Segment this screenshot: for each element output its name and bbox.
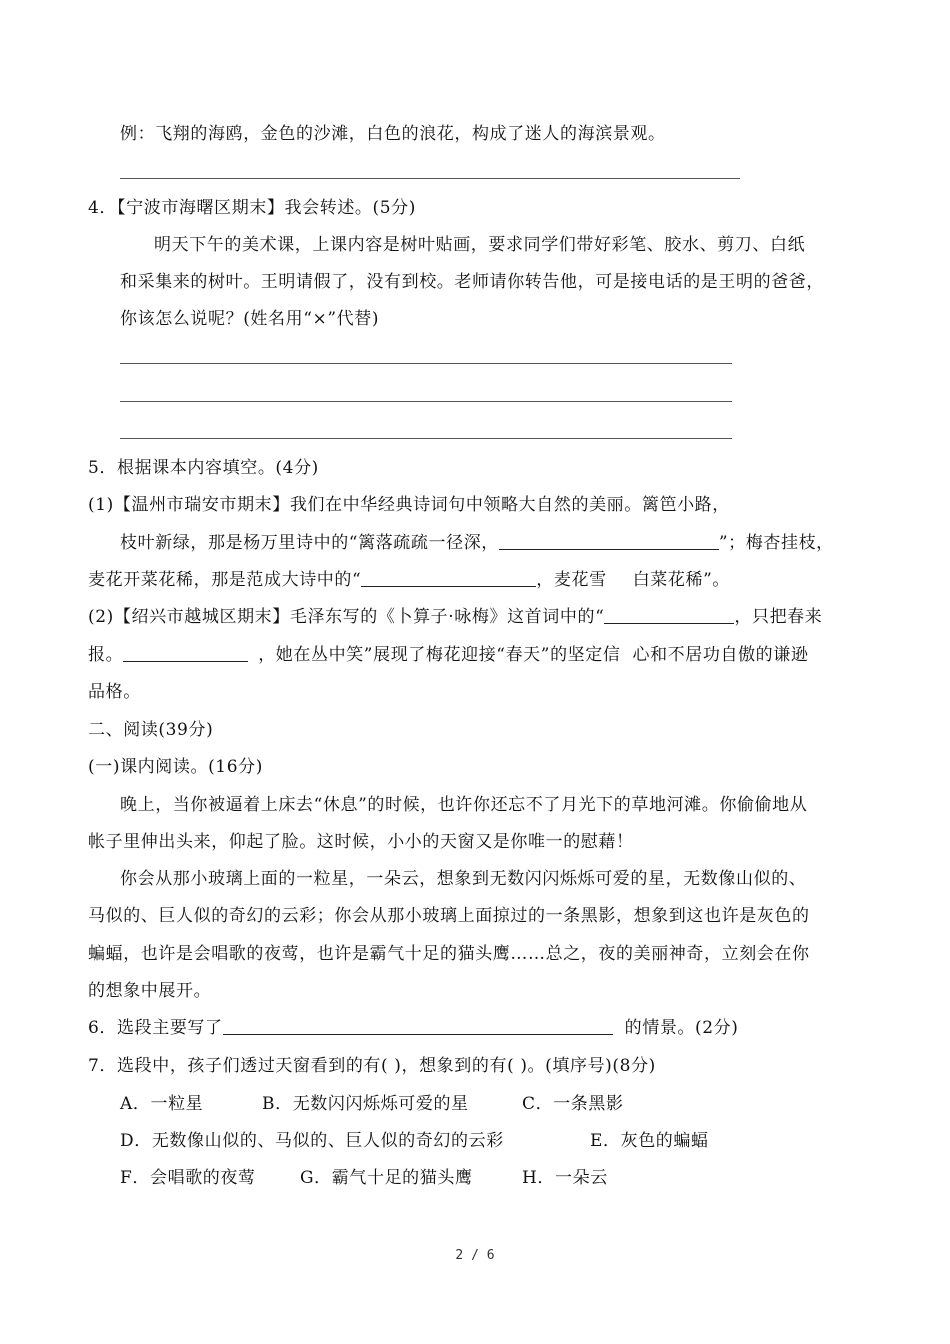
section-2-heading: 二、阅读(39分): [88, 720, 214, 740]
example-sentence: 例：飞翔的海鸥，金色的沙滩，白色的浪花，构成了迷人的海滨景观。: [120, 124, 666, 144]
fill-blank[interactable]: [361, 568, 536, 587]
passage-line: 晚上，当你被逼着上床去“休息”的时候，也许你还忘不了月光下的草地河滩。你偷偷地从: [120, 795, 808, 815]
passage-line: 马似的、巨人似的奇幻的云彩；你会从那小玻璃上面掠过的一条黑影，想象到这也许是灰色的: [88, 906, 810, 926]
question-4-text-line1: 明天下午的美术课，上课内容是树叶贴画，要求同学们带好彩笔、胶水、剪刀、白纸: [154, 235, 806, 255]
fill-blank[interactable]: [223, 1016, 613, 1035]
answer-line: [120, 401, 732, 402]
question-4-text-line3: 你该怎么说呢？(姓名用“×”代替): [120, 309, 380, 329]
fill-blank[interactable]: [499, 531, 719, 550]
option-c: C．一条黑影: [522, 1094, 624, 1114]
question-4-title: 4．【宁波市海曙区期末】我会转述。(5分): [88, 198, 416, 218]
option-e: E．灰色的蝙蝠: [590, 1131, 709, 1151]
passage-line: 你会从那小玻璃上面的一粒星，一朵云，想象到无数闪闪烁烁可爱的星，无数像山似的、: [120, 869, 807, 889]
question-5-part2-line3: 品格。: [88, 682, 141, 702]
subsection-1-heading: (一)课内阅读。(16分): [88, 757, 263, 777]
answer-line: [120, 438, 732, 439]
page-number: 2 / 6: [455, 1248, 495, 1263]
answer-line: [120, 178, 740, 179]
question-7: 7．选段中，孩子们透过天窗看到的有( )，想象到的有( )。(填序号)(8分): [88, 1056, 656, 1076]
option-g: G．霸气十足的猫头鹰: [300, 1168, 473, 1188]
question-5-part1-line2: 枝叶新绿，那是杨万里诗中的“篱落疏疏一径深， ”；梅杏挂枝，: [120, 533, 834, 553]
option-b: B．无数闪闪烁烁可爱的星: [262, 1094, 469, 1114]
option-f: F．会唱歌的夜莺: [120, 1168, 256, 1188]
question-5-part1-line3: 麦花开菜花稀，那是范成大诗中的“ ，麦花雪 白菜花稀”。: [88, 570, 730, 590]
option-h: H．一朵云: [522, 1168, 608, 1188]
question-5-part2-line1: (2)【绍兴市越城区期末】毛泽东写的《卜算子·咏梅》这首词中的“ ，只把春来: [88, 607, 823, 627]
question-5-part1-line1: (1)【温州市瑞安市期末】我们在中华经典诗词句中领略大自然的美丽。篱笆小路，: [88, 495, 730, 515]
passage-line: 蝙蝠，也许是会唱歌的夜莺，也许是霸气十足的猫头鹰……总之，夜的美丽神奇，立刻会在你: [88, 944, 810, 964]
passage-line: 帐子里伸出头来，仰起了脸。这时候，小小的天窗又是你唯一的慰藉！: [88, 832, 634, 852]
question-6: 6．选段主要写了 的情景。(2分): [88, 1018, 739, 1038]
option-a: A．一粒星: [120, 1094, 204, 1114]
answer-line: [120, 363, 732, 364]
fill-blank[interactable]: [604, 605, 734, 624]
fill-blank[interactable]: [123, 643, 248, 662]
question-5-title: 5．根据课本内容填空。(4分): [88, 458, 319, 478]
passage-line: 的想象中展开。: [88, 981, 212, 1001]
question-5-part2-line2: 报。 ，她在丛中笑”展现了梅花迎接“春天”的坚定信 心和不居功自傲的谦逊: [88, 645, 809, 665]
question-4-text-line2: 和采集来的树叶。王明请假了，没有到校。老师请你转告他，可是接电话的是王明的爸爸，: [120, 272, 824, 292]
option-d: D．无数像山似的、马似的、巨人似的奇幻的云彩: [120, 1131, 504, 1151]
